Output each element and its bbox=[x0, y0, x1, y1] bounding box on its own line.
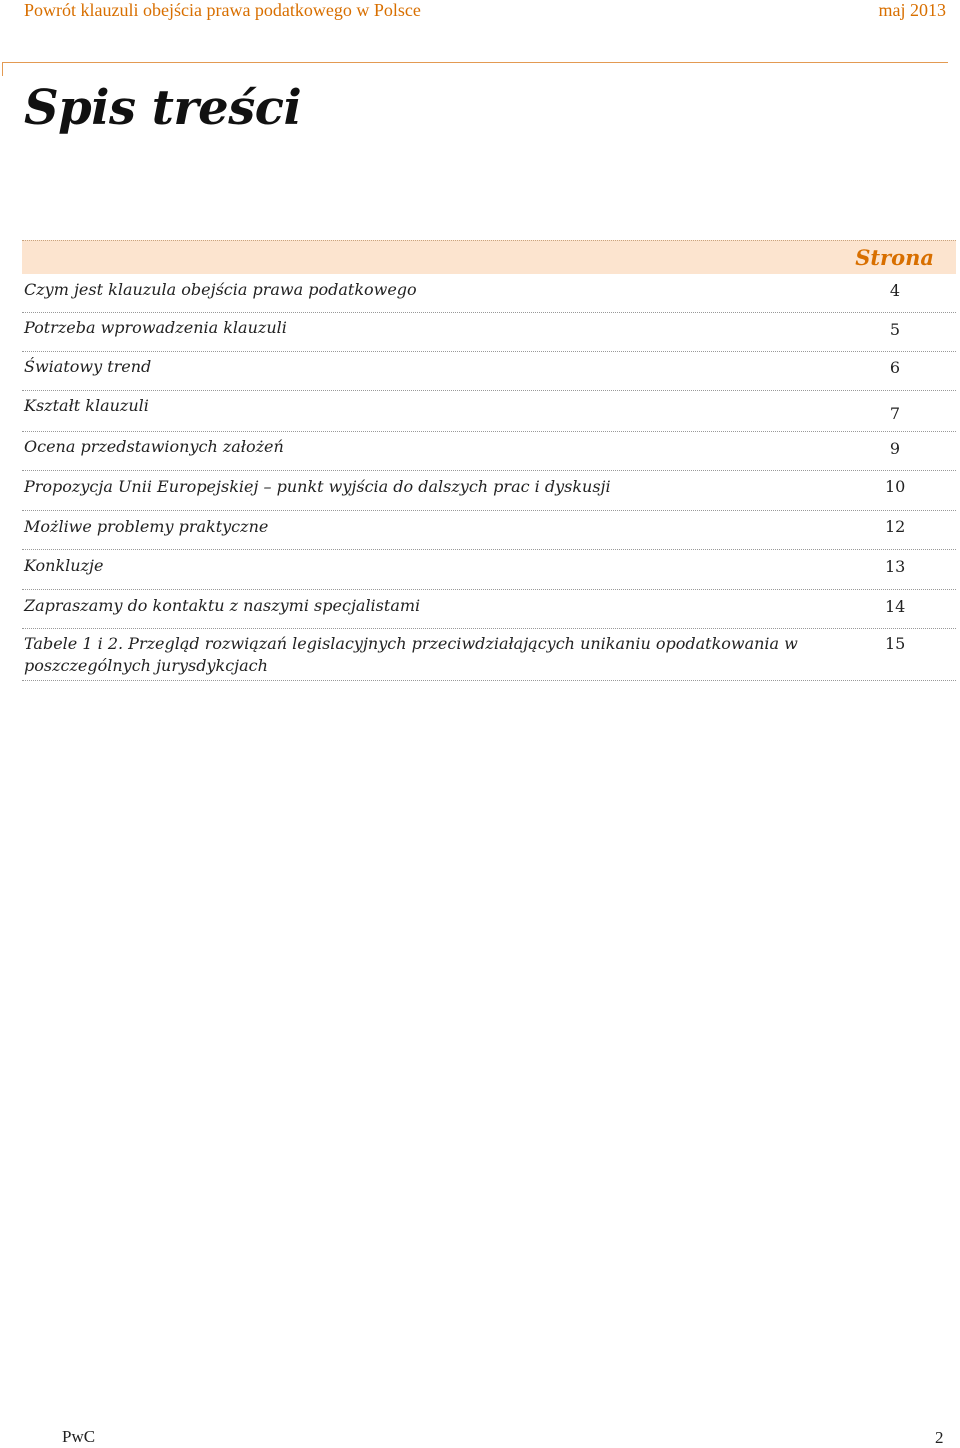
table-of-contents bbox=[22, 240, 956, 681]
toc-entry-page: 15 bbox=[885, 634, 906, 653]
toc-entry[interactable] bbox=[22, 550, 956, 590]
toc-entry[interactable] bbox=[22, 391, 956, 432]
footer-brand: PwC bbox=[62, 1427, 96, 1446]
toc-entry[interactable] bbox=[22, 432, 956, 471]
toc-entry[interactable] bbox=[22, 274, 956, 313]
page-title: Spis treści bbox=[24, 80, 302, 136]
toc-entry-label: Potrzeba wprowadzenia klauzuli bbox=[24, 318, 287, 337]
footer-page-number: 2 bbox=[935, 1428, 944, 1447]
toc-entry-label: Propozycja Unii Europejskiej – punkt wyjścia do dalszych prac i dyskusji bbox=[24, 477, 611, 496]
toc-entry-page: 10 bbox=[885, 477, 906, 496]
header-rule bbox=[2, 62, 948, 63]
running-header-date: maj 2013 bbox=[878, 0, 946, 20]
toc-entry-label: Tabele 1 i 2. Przegląd rozwiązań legislacyjnych przeciwdziałających unikaniu opodatkowania w poszczególnych jurysdykcjach bbox=[24, 634, 798, 675]
toc-entry-label: Możliwe problemy praktyczne bbox=[24, 517, 269, 536]
toc-entry[interactable] bbox=[22, 313, 956, 352]
toc-entry[interactable] bbox=[22, 352, 956, 391]
toc-entry-label: Kształt klauzuli bbox=[24, 396, 149, 415]
toc-entry-page: 13 bbox=[885, 557, 906, 576]
toc-entry-page: 9 bbox=[889, 439, 901, 458]
toc-entry-label: Światowy trend bbox=[24, 357, 152, 376]
toc-entry-page: 4 bbox=[889, 281, 901, 300]
toc-entry[interactable] bbox=[22, 511, 956, 550]
toc-entry[interactable] bbox=[22, 590, 956, 629]
toc-entry-page: 14 bbox=[885, 597, 906, 616]
toc-entry-label: Ocena przedstawionych założeń bbox=[24, 437, 284, 456]
toc-entry-page: 5 bbox=[889, 320, 901, 339]
toc-entry-label: Zapraszamy do kontaktu z naszymi specjalistami bbox=[24, 596, 421, 615]
running-header-title: Powrót klauzuli obejścia prawa podatkowego w Polsce bbox=[24, 0, 421, 20]
toc-entry-label: Konkluzje bbox=[24, 556, 104, 575]
toc-entry-page: 12 bbox=[885, 517, 906, 536]
toc-entry-page: 7 bbox=[889, 404, 901, 423]
header-rule-tick bbox=[2, 62, 3, 76]
toc-entry-page: 6 bbox=[889, 358, 901, 377]
toc-entry[interactable] bbox=[22, 471, 956, 511]
toc-entry[interactable] bbox=[22, 629, 956, 681]
toc-entry-label: Czym jest klauzula obejścia prawa podatkowego bbox=[24, 280, 417, 299]
toc-column-header: Strona bbox=[855, 245, 934, 270]
toc-header-band bbox=[22, 240, 956, 274]
